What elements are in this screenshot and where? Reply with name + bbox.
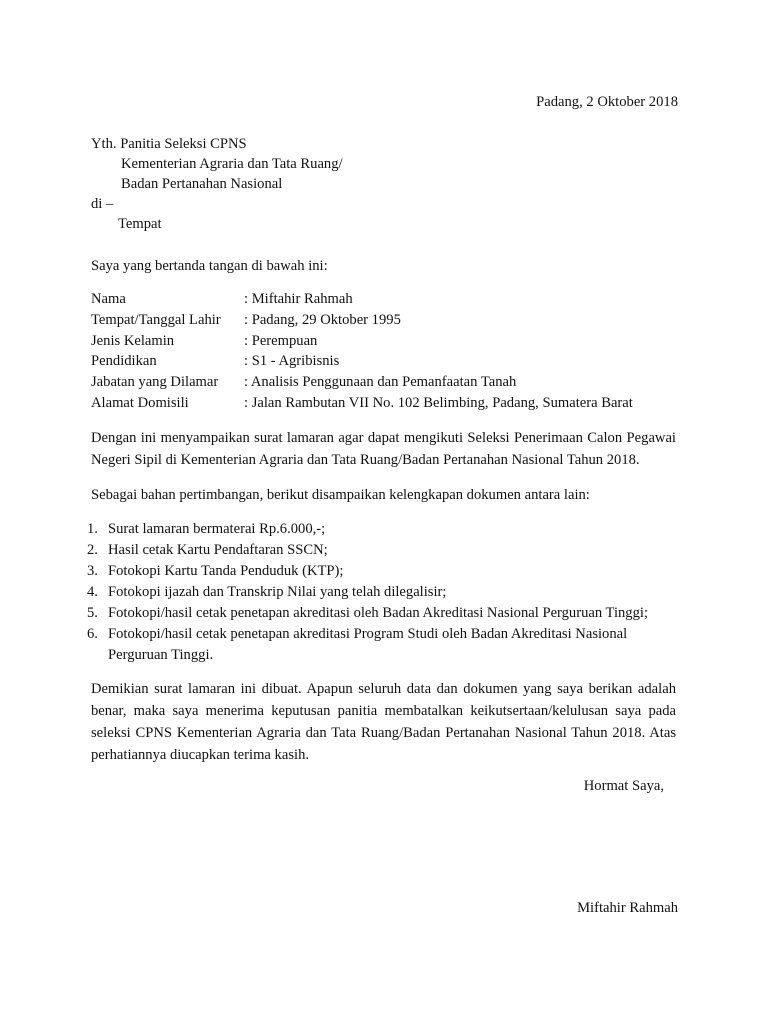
list-number: 2. bbox=[87, 542, 98, 558]
field-label: Jabatan yang Dilamar bbox=[91, 374, 219, 391]
recipient-line-5: Tempat bbox=[118, 216, 162, 232]
paragraph-closing-statement: Demikian surat lamaran ini dibuat. Apapun seluruh data dan dokumen yang saya berikan adalah benar, maka saya menerima keputusan panitia membatalkan keikutsertaan/kelulusan saya pada seleksi CPNS Kementerian Agraria dan Tata Ruang/Badan Pertanahan Nasional Tahun 2018. Atas perhatiannya diucapkan terima kasih. bbox=[91, 681, 676, 763]
field-value: : Padang, 29 Oktober 1995 bbox=[244, 311, 401, 328]
list-item bbox=[87, 603, 681, 624]
field-value: : S1 - Agribisnis bbox=[244, 353, 340, 370]
list-number: 6. bbox=[87, 626, 98, 642]
field-label: Tempat/Tanggal Lahir bbox=[91, 311, 221, 328]
intro-text: Saya yang bertanda tangan di bawah ini: bbox=[91, 258, 328, 274]
list-item bbox=[87, 540, 681, 561]
recipient-line-1: Yth. Panitia Seleksi CPNS bbox=[91, 136, 247, 152]
list-item bbox=[87, 561, 681, 582]
field-row bbox=[91, 351, 633, 372]
signer-name: Miftahir Rahmah bbox=[577, 900, 678, 916]
list-item-text: Surat lamaran bermaterai Rp.6.000,-; bbox=[108, 521, 326, 537]
recipient-line-3: Badan Pertanahan Nasional bbox=[121, 176, 283, 192]
document-list bbox=[87, 519, 681, 666]
list-item bbox=[87, 582, 681, 603]
closing-salutation: Hormat Saya, bbox=[583, 778, 664, 794]
paragraph-documents-intro: Sebagai bahan pertimbangan, berikut disampaikan kelengkapan dokumen antara lain: bbox=[91, 487, 590, 503]
field-value: : Analisis Penggunaan dan Pemanfaatan Tanah bbox=[244, 374, 517, 391]
list-item-text: Fotokopi ijazah dan Transkrip Nilai yang telah dilegalisir; bbox=[108, 584, 447, 600]
list-number: 5. bbox=[87, 605, 98, 621]
field-value: : Perempuan bbox=[244, 332, 318, 349]
field-label: Pendidikan bbox=[91, 353, 157, 370]
place-date: Padang, 2 Oktober 2018 bbox=[536, 94, 678, 110]
field-label: Alamat Domisili bbox=[91, 394, 189, 411]
field-row bbox=[91, 372, 633, 393]
field-row bbox=[91, 331, 633, 352]
field-row bbox=[91, 310, 633, 331]
paragraph-purpose: Dengan ini menyampaikan surat lamaran agar dapat mengikuti Seleksi Penerimaan Calon Pegawai Negeri Sipil di Kementerian Agraria dan Tata Ruang/Badan Pertanahan Nasional Tahun 2018. bbox=[91, 430, 676, 468]
recipient-line-4: di – bbox=[91, 196, 114, 212]
field-row bbox=[91, 393, 633, 414]
field-value: : Miftahir Rahmah bbox=[244, 291, 353, 307]
list-item-text: Hasil cetak Kartu Pendaftaran SSCN; bbox=[108, 542, 328, 558]
recipient-block bbox=[91, 134, 343, 234]
list-item-text: Fotokopi/hasil cetak penetapan akreditasi oleh Badan Akreditasi Nasional Perguruan Tinggi; bbox=[108, 605, 649, 621]
field-label: Jenis Kelamin bbox=[91, 332, 175, 349]
applicant-fields-table bbox=[91, 289, 633, 414]
field-value: : Jalan Rambutan VII No. 102 Belimbing, Padang, Sumatera Barat bbox=[244, 394, 633, 411]
list-number: 4. bbox=[87, 584, 98, 600]
list-number: 3. bbox=[87, 563, 98, 579]
list-item-text: Fotokopi/hasil cetak penetapan akreditasi Program Studi oleh Badan Akreditasi Nasional Perguruan Tinggi. bbox=[108, 626, 628, 663]
list-item bbox=[87, 519, 681, 540]
field-row bbox=[91, 289, 633, 310]
list-item bbox=[87, 624, 681, 666]
recipient-line-2: Kementerian Agraria dan Tata Ruang/ bbox=[121, 156, 343, 172]
field-label: Nama bbox=[91, 291, 126, 307]
list-number: 1. bbox=[87, 521, 98, 537]
list-item-text: Fotokopi Kartu Tanda Penduduk (KTP); bbox=[108, 563, 344, 579]
